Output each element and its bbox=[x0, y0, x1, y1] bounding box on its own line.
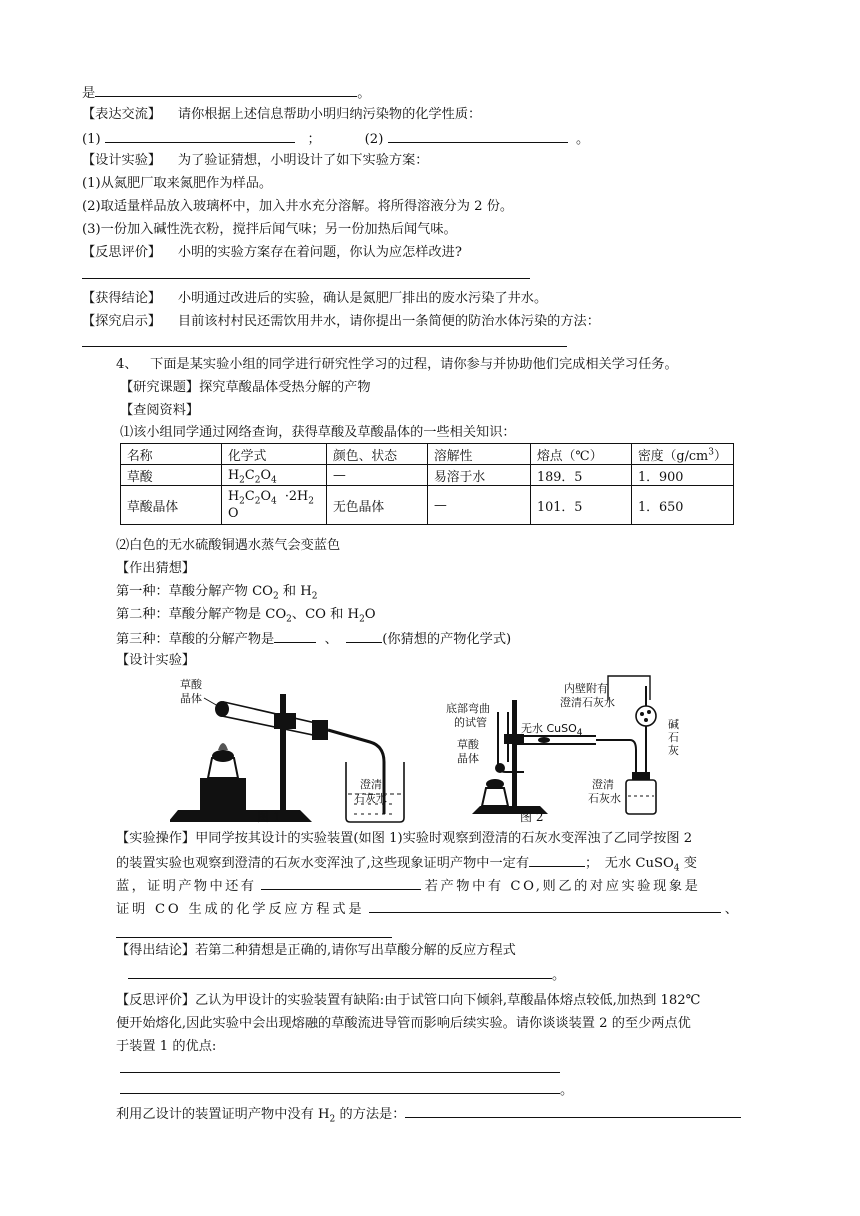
figure-1-caption: 图 1 bbox=[257, 810, 281, 824]
alcohol-lamp bbox=[482, 788, 508, 806]
answer-blank[interactable] bbox=[105, 129, 295, 143]
fig2-lime-label: 澄清 石灰水 bbox=[588, 778, 621, 805]
lamp-block bbox=[200, 778, 246, 810]
fig2-cuso4-label: 无水 CuSO$_4$ bbox=[521, 722, 583, 739]
answer-blank[interactable] bbox=[369, 899, 721, 913]
operation-line-2: 的装置实验也观察到澄清的石灰水变浑浊了,这些现象证明产物中一定有 ； 无水 CuSO$_4$ 变 bbox=[116, 853, 697, 873]
fig1-lime-label: 澄清 石灰水 bbox=[354, 778, 387, 805]
table-cell: — bbox=[428, 486, 531, 525]
answer-blank[interactable] bbox=[346, 629, 382, 643]
expression-answers: (1) ； (2) 。 bbox=[82, 129, 589, 149]
answer-line[interactable] bbox=[82, 346, 567, 347]
hypothesis-2: 第二种：草酸分解产物是 $CO_2$、CO 和 $H_2O$ bbox=[116, 607, 376, 625]
answer-blank[interactable] bbox=[128, 965, 552, 979]
insight-heading: 【探究启示】 目前该村村民还需饮用井水，请你提出一条简便的防治水体污染的方法： bbox=[82, 314, 600, 329]
figure-2-caption: 图 2 bbox=[520, 810, 544, 824]
table-row bbox=[121, 465, 734, 486]
table-header: 密度$(g/cm^3)$ bbox=[632, 444, 734, 465]
table-cell: 草酸 bbox=[121, 465, 222, 486]
stopper bbox=[312, 720, 328, 740]
lamp-flame bbox=[486, 779, 504, 789]
expression-heading: 【表达交流】 请你根据上述信息帮助小明归纳污染物的化学性质： bbox=[82, 107, 482, 122]
table-cell: 1．650 bbox=[632, 486, 734, 525]
table-header-row bbox=[121, 444, 734, 465]
reflection-line-1: 【反思评价】乙认为甲设计的实验装置有缺陷:由于试管口向下倾斜,草酸晶体熔点较低,加热到 182℃ bbox=[116, 993, 701, 1008]
table-header: 名称 bbox=[121, 444, 222, 465]
fig2-crystal-label: 草酸 晶体 bbox=[457, 738, 479, 765]
table-row bbox=[121, 486, 734, 525]
fig2-tube-label: 底部弯曲 的试管 bbox=[446, 702, 490, 729]
hypothesis-3: 第三种：草酸的分解产物是 、 (你猜想的产物化学式) bbox=[116, 629, 511, 649]
hypothesis-heading: 【作出猜想】 bbox=[116, 561, 196, 576]
operation-line-1: 【实验操作】甲同学按其设计的实验装置(如图 1)实验时观察到澄清的石灰水变浑浊了乙同学按图 2 bbox=[116, 831, 693, 846]
reflect-heading: 【反思评价】 小明的实验方案存在着问题，你认为应怎样改进? bbox=[82, 245, 462, 260]
fig2-soda-lime-label: 碱 石 灰 bbox=[668, 718, 679, 757]
experiment-heading: 【设计实验】 bbox=[116, 653, 196, 668]
fill-line-is: 是 。 bbox=[82, 83, 370, 103]
answer-blank[interactable] bbox=[261, 876, 421, 890]
clamp bbox=[274, 713, 296, 729]
reference-item-1: ⑴该小组同学通过网络查询，获得草酸及草酸晶体的一些相关知识： bbox=[120, 425, 516, 440]
oxalic-acid-properties-table bbox=[120, 443, 734, 525]
table-cell: 101．5 bbox=[531, 486, 632, 525]
label-crystal-2: 晶体 bbox=[180, 692, 202, 705]
conclusion-answer: 。 bbox=[128, 965, 565, 985]
topic-line: 【研究课题】探究草酸晶体受热分解的产物 bbox=[120, 380, 371, 395]
table-header: 溶解性 bbox=[428, 444, 531, 465]
table-cell: — bbox=[327, 465, 428, 486]
stand-rod bbox=[512, 700, 517, 808]
operation-line-3: 蓝，证明产物中还有 若产物中有 CO,则乙的对应实验现象是 bbox=[116, 876, 700, 896]
table-header: 颜色、状态 bbox=[327, 444, 428, 465]
answer-blank[interactable] bbox=[274, 629, 316, 643]
answer-blank[interactable] bbox=[120, 1080, 560, 1094]
table-cell: 1．900 bbox=[632, 465, 734, 486]
test-tube bbox=[215, 701, 320, 736]
operation-line-4: 证明 CO 生成的化学反应方程式是 、 bbox=[116, 899, 738, 919]
answer-blank[interactable] bbox=[405, 1104, 741, 1118]
answer-line[interactable] bbox=[82, 278, 530, 279]
hypothesis-1: 第一种：草酸分解产物 $CO_2$ 和 $H_2$ bbox=[116, 584, 318, 602]
flame-icon bbox=[218, 743, 228, 750]
delivery-tube bbox=[596, 740, 636, 780]
conclusion-line: 【得出结论】若第二种猜想是正确的,请你写出草酸分解的反应方程式 bbox=[116, 943, 516, 958]
table-header: 熔点（℃） bbox=[531, 444, 632, 465]
table-cell: 无色晶体 bbox=[327, 486, 428, 525]
answer-line[interactable] bbox=[116, 937, 392, 938]
table-cell: 189．5 bbox=[531, 465, 632, 486]
gas-bottle bbox=[626, 780, 656, 814]
stand-base bbox=[170, 810, 312, 822]
conclusion-heading: 【获得结论】 小明通过改进后的实验，确认是氮肥厂排出的废水污染了井水。 bbox=[82, 291, 548, 306]
reference-heading: 【查阅资料】 bbox=[120, 403, 200, 418]
design-step-1: (1)从氮肥厂取来氮肥作为样品。 bbox=[82, 176, 273, 191]
reflection-line-3: 于装置 1 的优点: bbox=[116, 1039, 217, 1054]
table-cell: 草酸晶体 bbox=[121, 486, 222, 525]
design-heading: 【设计实验】 为了验证猜想，小明设计了如下实验方案： bbox=[82, 153, 429, 168]
final-question: 利用乙设计的装置证明产物中没有 $H_2$ 的方法是： bbox=[116, 1104, 741, 1124]
table-header: 化学式 bbox=[222, 444, 327, 465]
answer-blank[interactable] bbox=[95, 83, 357, 97]
table-cell: $H_2C_2O_4$ bbox=[222, 465, 327, 486]
answer-blank[interactable] bbox=[529, 853, 585, 867]
design-step-2: (2)取适量样品放入玻璃杯中，加入井水充分溶解。将所得溶液分为 2 份。 bbox=[82, 199, 514, 214]
reflection-answer: 。 bbox=[120, 1080, 573, 1100]
label-crystal-1: 草酸 bbox=[180, 678, 202, 691]
table-cell: $H_2C_2O_4 \cdot 2H_2$ O bbox=[222, 486, 327, 525]
reflection-line-2: 便开始熔化,因此实验中会出现熔融的草酸流进导管而影响后续实验。请你谈谈装置 2 的至少两点优 bbox=[116, 1016, 691, 1031]
design-step-3: (3)一份加入碱性洗衣粉，搅拌后闻气味；另一份加热后闻气味。 bbox=[82, 222, 457, 237]
answer-blank[interactable] bbox=[388, 129, 568, 143]
reference-item-2: ⑵白色的无水硫酸铜遇水蒸气会变蓝色 bbox=[116, 538, 341, 553]
answer-line[interactable] bbox=[120, 1072, 560, 1073]
question-4-intro: 4、 下面是某实验小组的同学进行研究性学习的过程，请你参与并协助他们完成相关学习任务。 bbox=[116, 357, 678, 372]
table-cell: 易溶于水 bbox=[428, 465, 531, 486]
soda-lime-tube bbox=[636, 706, 656, 726]
fig2-beaker-label: 内壁附有 澄清石灰水 bbox=[560, 682, 615, 709]
stand-rod bbox=[280, 694, 286, 810]
lamp-flame bbox=[212, 750, 234, 762]
